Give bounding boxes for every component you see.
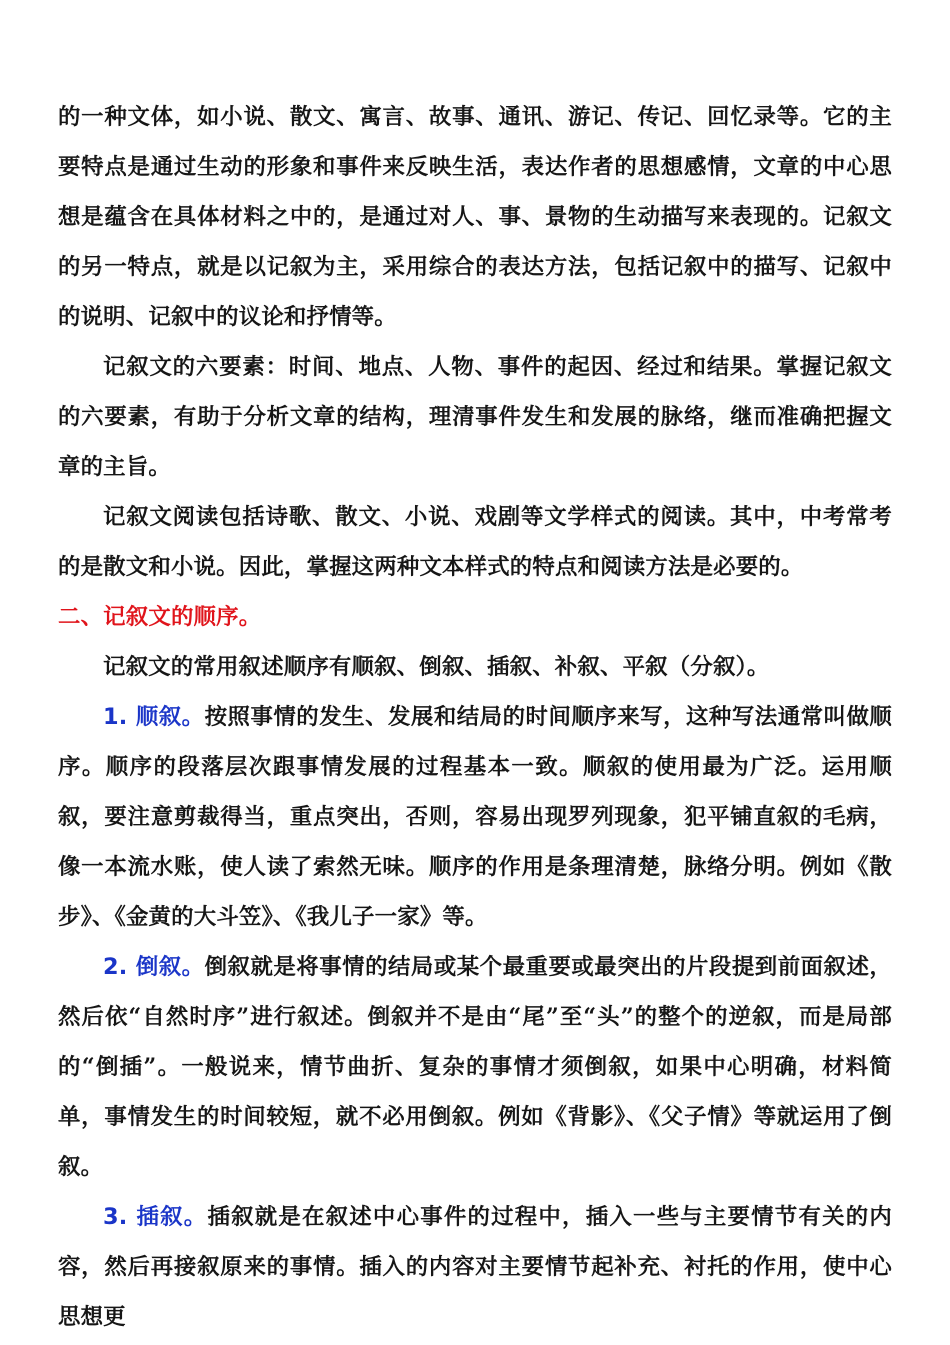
- item-chronological: [58, 692, 892, 942]
- item-body: 倒叙就是将事情的结局或某个最重要或最突出的片段提到前面叙述，然后依“自然时序”进行叙述。倒叙并不是由“尾”至“头”的整个的逆叙，而是局部的“倒插”。一般说来，情节曲折、复杂的事情才须倒叙，如果中心明确，材料简单，事情发生的时间较短，就不必用倒叙。例如《背影》、《父子情》等就运用了倒叙。: [58, 954, 892, 1180]
- document-page: [58, 92, 892, 1342]
- item-title: 1. 顺叙。: [103, 704, 205, 730]
- item-title: 2. 倒叙。: [103, 954, 205, 980]
- item-flashback: [58, 942, 892, 1192]
- item-title: 3. 插叙。: [103, 1204, 208, 1230]
- section-heading: 二、记叙文的顺序。: [58, 604, 262, 630]
- item-interpolation: [58, 1192, 892, 1342]
- paragraph-reading-scope: 记叙文阅读包括诗歌、散文、小说、戏剧等文学样式的阅读。其中，中考常考的是散文和小说。因此，掌握这两种文本样式的特点和阅读方法是必要的。: [58, 504, 892, 580]
- paragraph-genre-features: 的一种文体，如小说、散文、寓言、故事、通讯、游记、传记、回忆录等。它的主要特点是通过生动的形象和事件来反映生活，表达作者的思想感情，文章的中心思想是蕴含在具体材料之中的，是通过对人、事、景物的生动描写来表现的。记叙文的另一特点，就是以记叙为主，采用综合的表达方法，包括记叙中的描写、记叙中的说明、记叙中的议论和抒情等。: [58, 104, 892, 330]
- item-body: 插叙就是在叙述中心事件的过程中，插入一些与主要情节有关的内容，然后再接叙原来的事情。插入的内容对主要情节起补充、衬托的作用，使中心思想更: [58, 1204, 892, 1330]
- item-body: 按照事情的发生、发展和结局的时间顺序来写，这种写法通常叫做顺序。顺序的段落层次跟事情发展的过程基本一致。顺叙的使用最为广泛。运用顺叙，要注意剪裁得当，重点突出，否则，容易出现罗列现象，犯平铺直叙的毛病，像一本流水账，使人读了索然无味。顺序的作用是条理清楚，脉络分明。例如《散步》、《金黄的大斗笠》、《我儿子一家》等。: [58, 704, 892, 930]
- section-intro: 记叙文的常用叙述顺序有顺叙、倒叙、插叙、补叙、平叙（分叙）。: [103, 654, 770, 680]
- paragraph-six-elements: 记叙文的六要素：时间、地点、人物、事件的起因、经过和结果。掌握记叙文的六要素，有助于分析文章的结构，理清事件发生和发展的脉络，继而准确把握文章的主旨。: [58, 354, 892, 480]
